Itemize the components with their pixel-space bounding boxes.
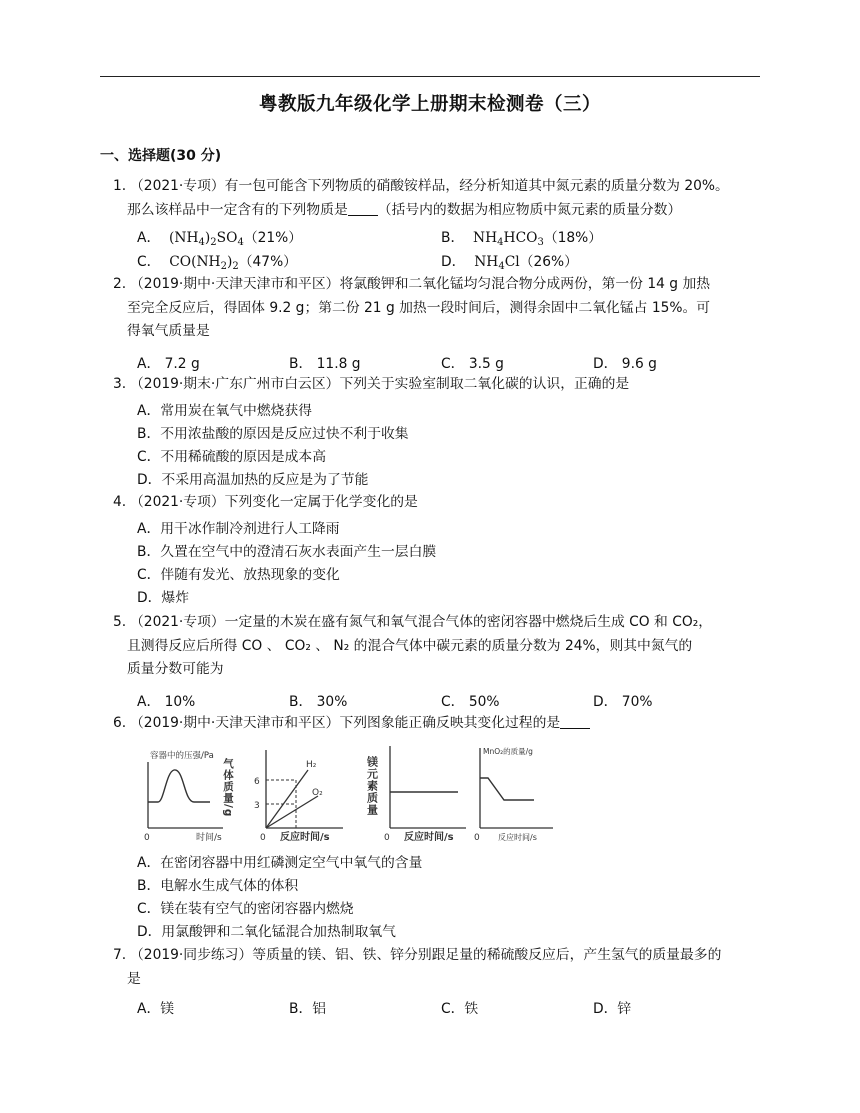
question-number: 3. [113, 376, 127, 392]
option-d[interactable]: D．用氯酸钾和二氧化锰混合加热制取氧气 [137, 924, 396, 940]
graph-3-origin: 0 [384, 833, 390, 843]
option-b[interactable]: B．不用浓盐酸的原因是反应过快不利于收集 [137, 426, 409, 442]
answer-blank[interactable] [348, 201, 378, 216]
option-a[interactable]: A． 10% [137, 694, 196, 710]
question-stem: （2019·期中·天津天津市和平区）将氯酸钾和二氧化锰均匀混合物分成两份，第一份 14 g 加热 [130, 276, 711, 292]
graph-2-x-label: 反应时间/s [280, 832, 330, 843]
question-number: 2. [113, 276, 127, 292]
option-b[interactable]: B．电解水生成气体的体积 [137, 878, 299, 894]
graph-2-gas-mass [222, 750, 343, 843]
option-a[interactable]: A．用干冰作制冷剂进行人工降雨 [137, 521, 340, 537]
graph-2-origin: 0 [260, 833, 266, 843]
question-2-options [137, 352, 757, 372]
graph-4-x-label: 反应时间/s [498, 833, 537, 842]
question-2 [113, 273, 763, 344]
answer-blank[interactable] [560, 714, 590, 729]
question-5 [113, 611, 763, 682]
graph-2-o2-label: O₂ [312, 788, 323, 798]
option-d[interactable]: D． $NH_4Cl(26\%)$ [441, 254, 578, 272]
question-stem: （2019·期末·广东广州市白云区）下列关于实验室制取二氧化碳的认识，正确的是 [130, 376, 630, 392]
question-6 [113, 712, 763, 736]
question-3-options [137, 399, 757, 493]
option-b[interactable]: B． 30% [289, 694, 348, 710]
question-number: 4. [113, 494, 127, 510]
option-a[interactable]: A．在密闭容器中用红磷测定空气中氧气的含量 [137, 855, 423, 871]
graph-4-y-label: MnO₂的质量/g [483, 747, 533, 756]
question-stem: （2021·专项）一定量的木炭在盛有氮气和氧气混合气体的密闭容器中燃烧后生成 CO 和 CO₂， [130, 614, 713, 630]
question-3 [113, 373, 763, 397]
question-stem: 质量分数可能为 [127, 661, 224, 677]
question-stem: （2019·期中·天津天津市和平区）下列图象能正确反映其变化过程的是 [130, 715, 561, 731]
question-stem: （括号内的数据为相应物质中氮元素的质量分数） [377, 201, 682, 218]
question-5-options [137, 690, 757, 710]
question-1 [113, 175, 763, 222]
question-number: 1. [113, 178, 127, 194]
graph-4-origin: 0 [474, 833, 480, 843]
graph-4-curve [480, 778, 534, 800]
option-c[interactable]: C．伴随有发光、放热现象的变化 [137, 567, 340, 583]
graph-1-pressure [142, 748, 223, 843]
graph-2-tick-6: 6 [254, 777, 260, 787]
question-7-options [137, 997, 757, 1017]
section-heading: 一、选择题(30 分) [100, 148, 222, 164]
option-d[interactable]: D． 9.6 g [593, 356, 657, 372]
question-stem: 那么该样品中一定含有的下列物质是 [127, 201, 348, 218]
option-b[interactable]: B． 11.8 g [289, 356, 361, 372]
graph-3-mg-mass [366, 746, 467, 843]
option-d[interactable]: D． 70% [593, 694, 653, 710]
option-d[interactable]: D．锌 [593, 1001, 632, 1017]
question-1-options [137, 226, 757, 274]
graph-1-y-label: 容器中的压强/Pa [150, 751, 214, 761]
question-stem: 且测得反应后所得 CO 、 CO₂ 、 N₂ 的混合气体中碳元素的质量分数为 24%，则其中氮气的 [127, 637, 693, 654]
question-7 [113, 944, 763, 991]
option-c[interactable]: C．不用稀硫酸的原因是成本高 [137, 449, 326, 465]
option-c[interactable]: C． 50% [441, 694, 500, 710]
question-number: 5. [113, 614, 127, 630]
question-6-options [137, 851, 757, 945]
graph-2-o2-line [266, 796, 318, 828]
top-rule [100, 76, 760, 77]
graph-2-h2-line [266, 770, 308, 828]
question-stem: （2021·专项）下列变化一定属于化学变化的是 [130, 494, 418, 510]
option-d[interactable]: D．爆炸 [137, 590, 190, 606]
option-c[interactable]: C．镁在装有空气的密闭容器内燃烧 [137, 901, 354, 917]
question-4-options [137, 517, 757, 611]
question-number: 7. [113, 947, 127, 963]
option-a[interactable]: A． $(NH_4)_2SO_4(21\%)$ [137, 230, 303, 248]
option-b[interactable]: B．铝 [289, 1001, 327, 1017]
page-title: 粤教版九年级化学上册期末检测卷（三） [258, 94, 601, 115]
question-stem: 是 [127, 970, 141, 987]
option-d[interactable]: D．不采用高温加热的反应是为了节能 [137, 472, 369, 488]
question-4 [113, 491, 763, 515]
graph-3-y-label: 镁元素质量 [365, 756, 379, 816]
graph-4-mno2-mass [474, 746, 553, 843]
option-c[interactable]: C．铁 [441, 1001, 479, 1017]
option-a[interactable]: A．镁 [137, 1001, 175, 1017]
graphs-figure [128, 740, 568, 845]
option-c[interactable]: C． 3.5 g [441, 356, 504, 372]
option-b[interactable]: B． $NH_4HCO_3(18\%)$ [441, 230, 603, 248]
question-number: 6. [113, 715, 127, 731]
graph-3-x-label: 反应时间/s [404, 832, 454, 843]
graph-2-h2-label: H₂ [306, 760, 317, 770]
question-stem: 得氧气质量是 [127, 323, 210, 339]
option-a[interactable]: A． 7.2 g [137, 356, 200, 372]
graph-2-y-label: 气体质量/g [222, 758, 234, 818]
option-b[interactable]: B．久置在空气中的澄清石灰水表面产生一层白膜 [137, 544, 437, 560]
graph-2-tick-3: 3 [254, 801, 260, 811]
option-a[interactable]: A．常用炭在氧气中燃烧获得 [137, 403, 312, 419]
question-stem: （2021·专项）有一包可能含下列物质的硝酸铵样品，经分析知道其中氮元素的质量分数为 20%。 [130, 178, 729, 194]
question-stem: 至完全反应后，得固体 9.2 g；第二份 21 g 加热一段时间后，测得余固中二氧化锰占 15%。可 [127, 299, 711, 316]
graph-1-curve [148, 770, 210, 802]
graph-1-x-label: 时间/s [196, 833, 222, 843]
option-c[interactable]: C． $CO(NH_2)_2(47\%)$ [137, 254, 297, 272]
graph-1-origin: 0 [144, 833, 150, 843]
question-stem: （2019·同步练习）等质量的镁、铝、铁、锌分别跟足量的稀硫酸反应后，产生氢气的质量最多的 [130, 947, 722, 963]
